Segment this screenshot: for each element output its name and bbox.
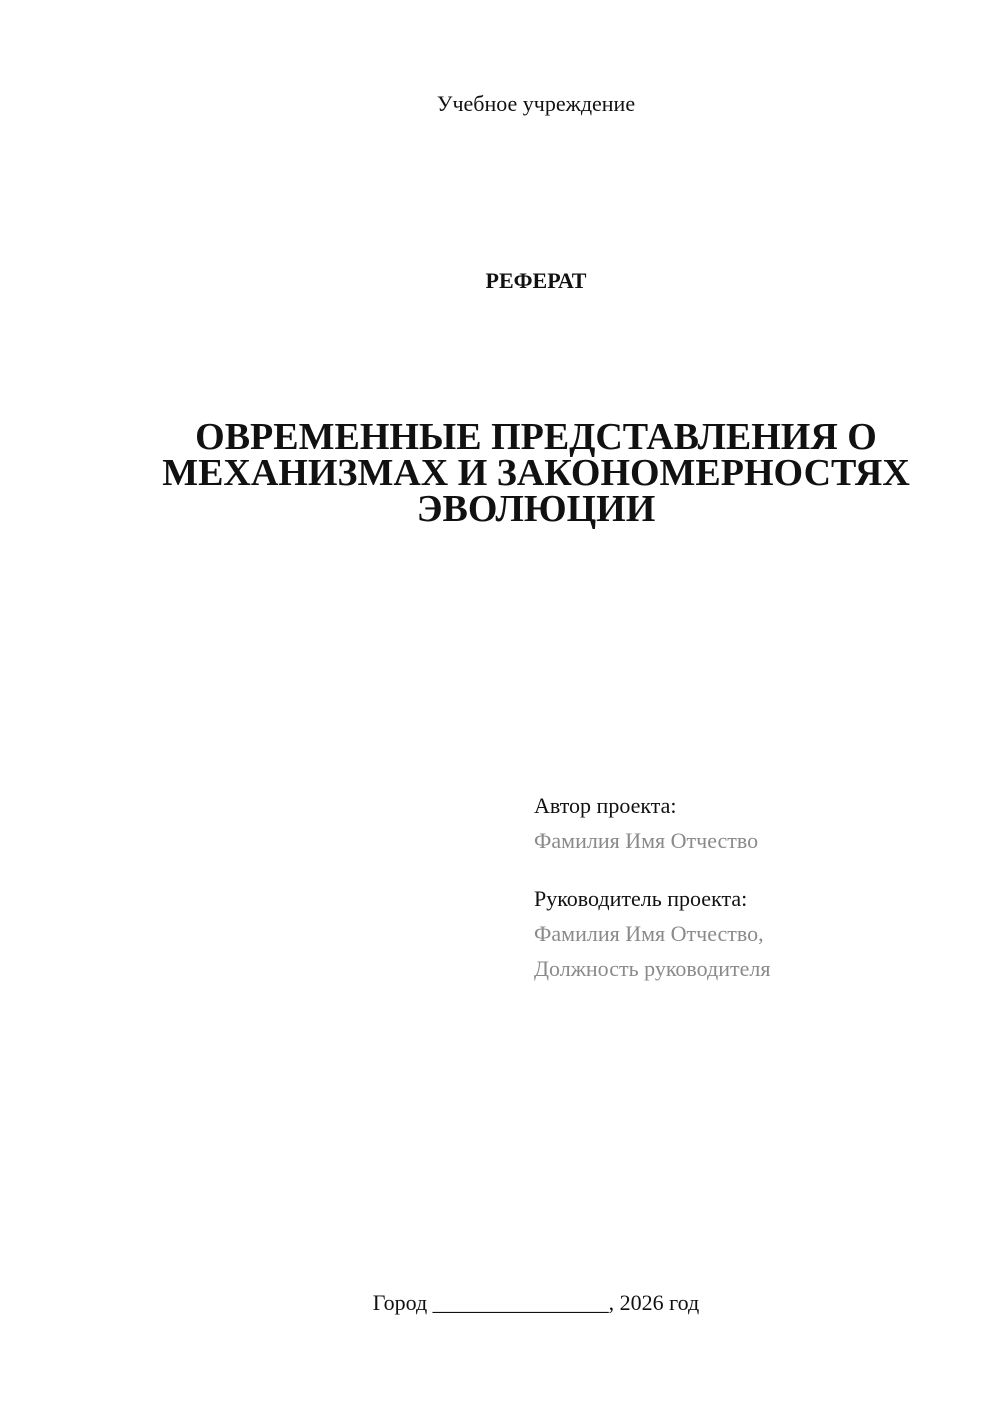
document-title-line: МЕХАНИЗМАХ И ЗАКОНОМЕРНОСТЯХ — [162, 452, 910, 494]
document-title-line: ОВРЕМЕННЫЕ ПРЕДСТАВЛЕНИЯ О — [195, 416, 877, 458]
supervisor-name: Фамилия Имя Отчество, — [534, 921, 764, 946]
supervisor-label: Руководитель проекта: — [534, 886, 748, 911]
author-name: Фамилия Имя Отчество — [534, 828, 759, 853]
author-block — [534, 788, 974, 858]
institution-name: Учебное учреждение — [436, 91, 636, 116]
supervisor-block — [534, 881, 974, 986]
supervisor-position: Должность руководителя — [534, 956, 771, 981]
document-title — [80, 416, 992, 530]
document-title-line: ЭВОЛЮЦИИ — [416, 488, 656, 530]
city-year-footer: Город ________________, 2026 год — [372, 1290, 700, 1315]
author-label: Автор проекта: — [534, 793, 677, 818]
credits-block — [534, 788, 974, 1009]
document-type: РЕФЕРАТ — [485, 268, 587, 293]
